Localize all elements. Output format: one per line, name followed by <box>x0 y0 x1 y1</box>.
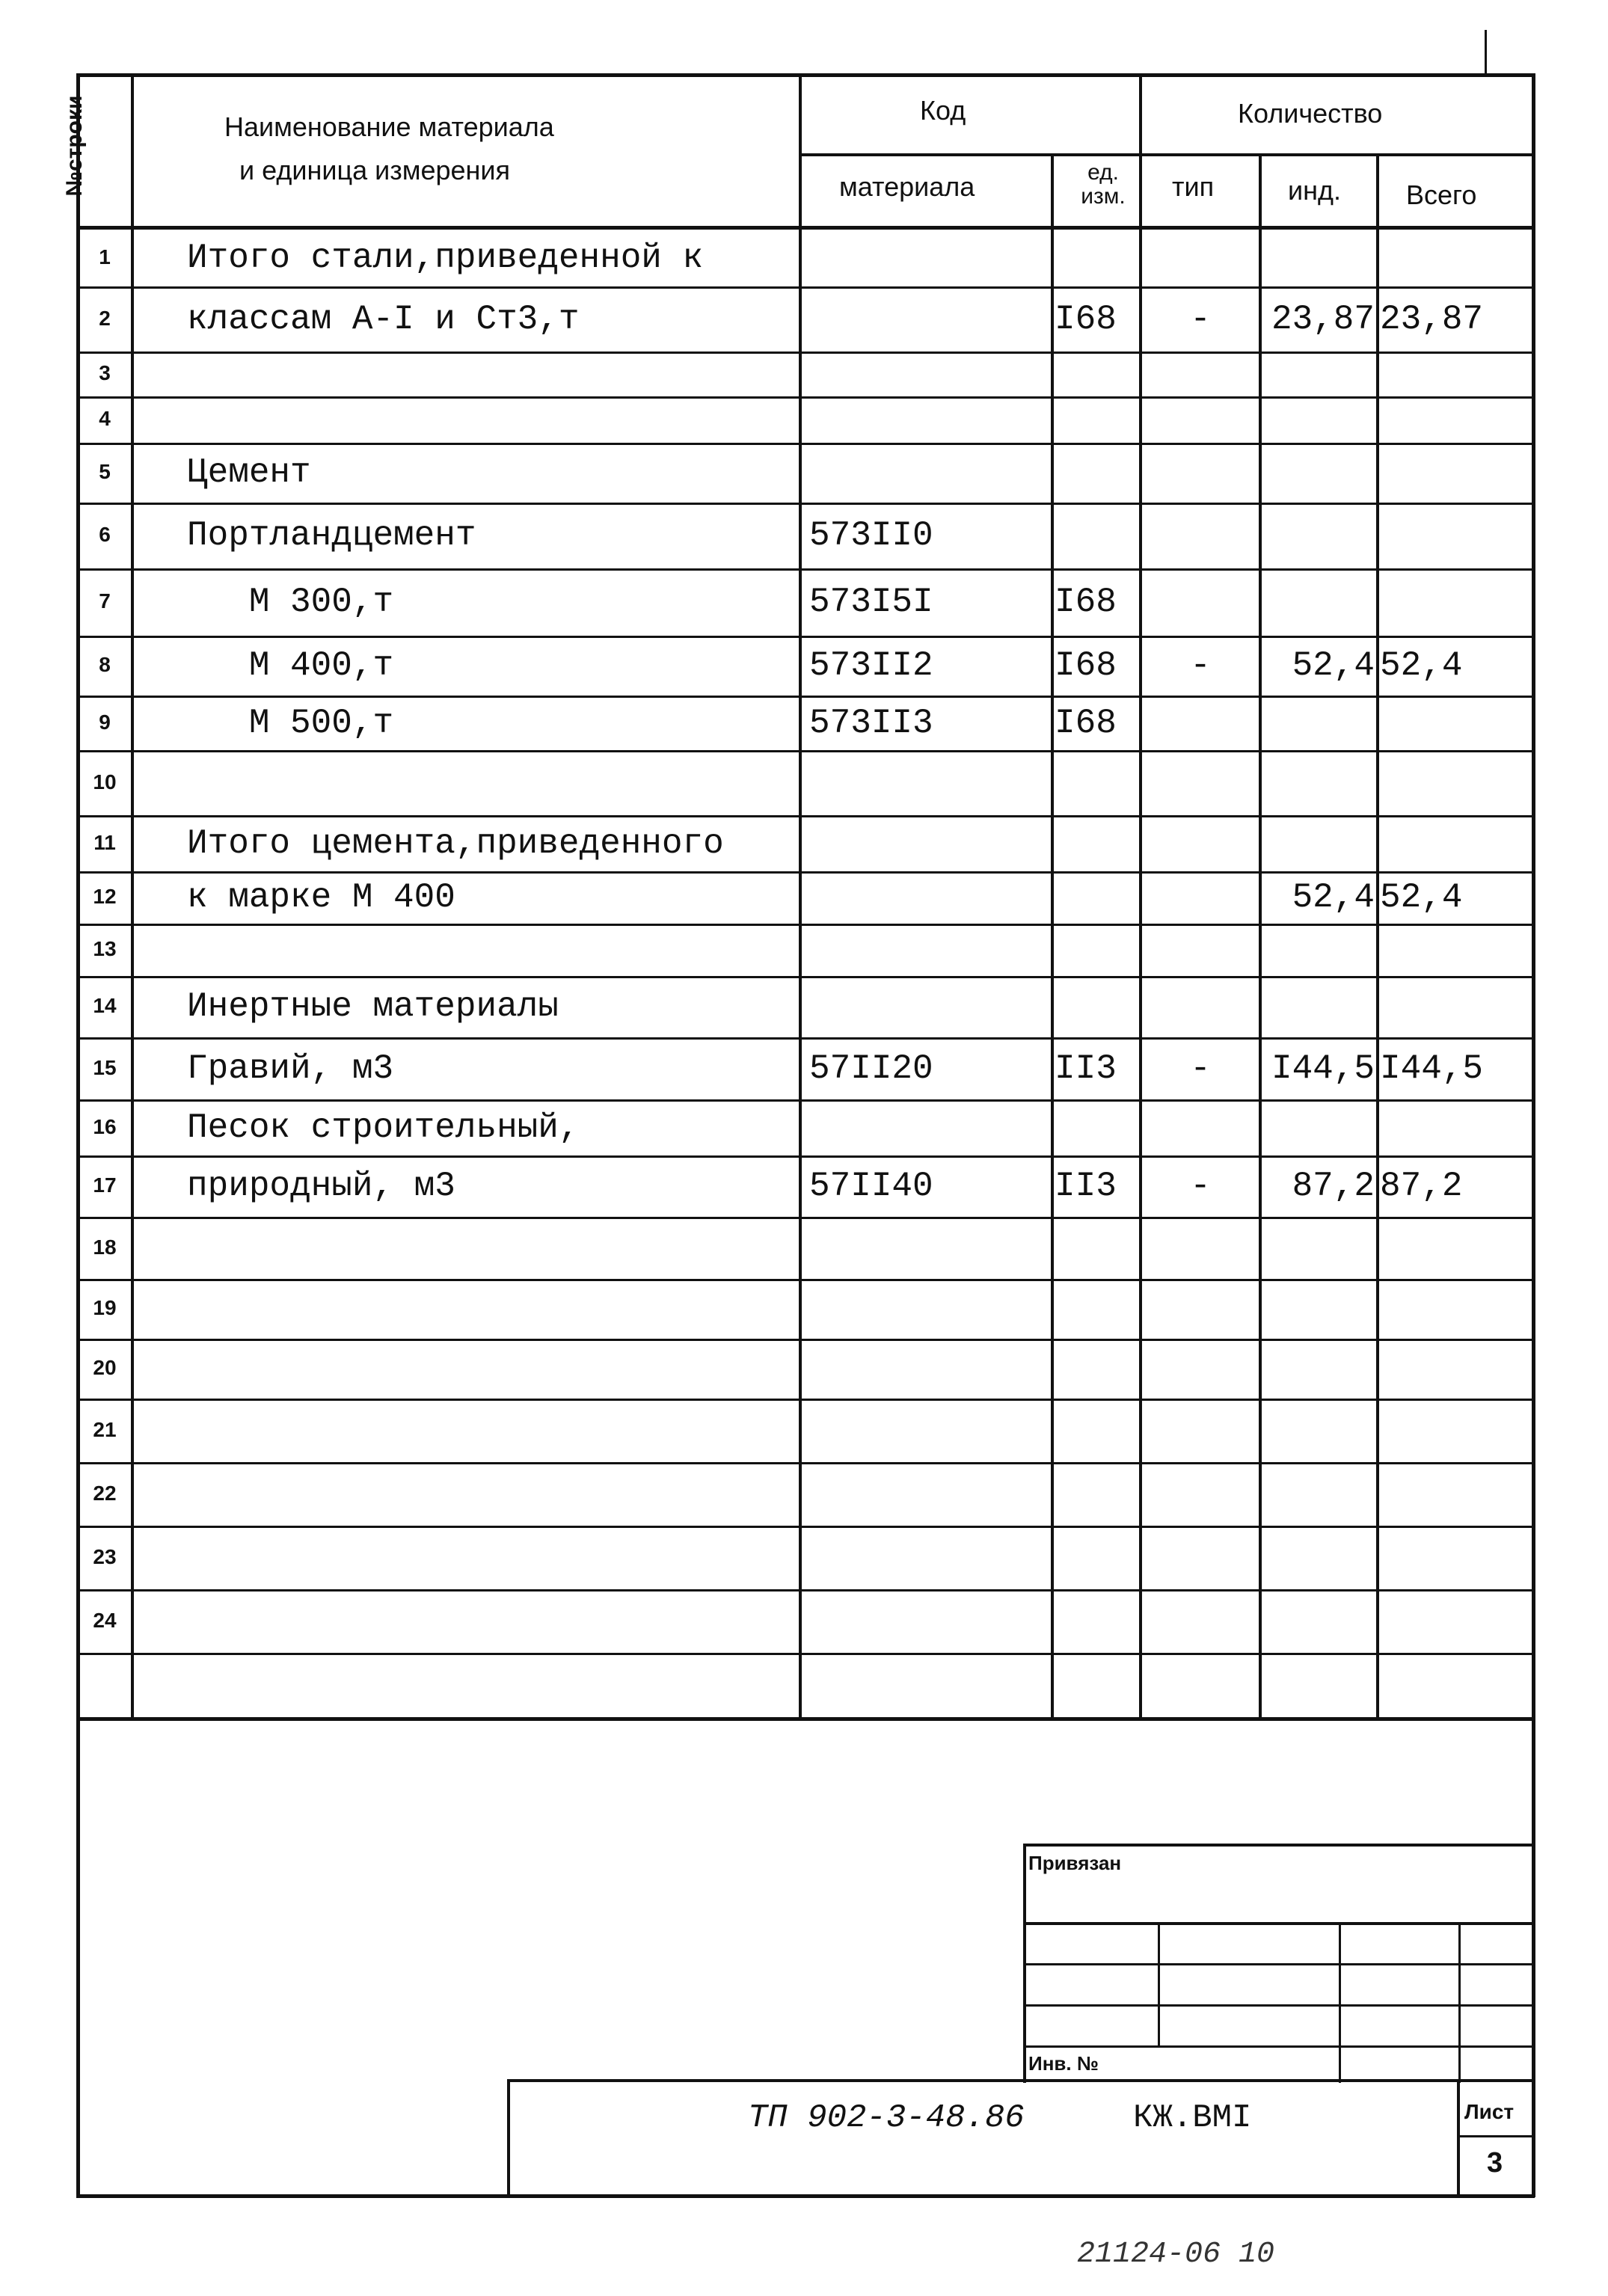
row-line <box>76 1155 1535 1158</box>
cell-code: 57II20 <box>809 1049 933 1088</box>
row-line <box>76 696 1535 698</box>
row-number: 7 <box>99 589 111 613</box>
cell-code: 57II40 <box>809 1167 933 1206</box>
cell-type: - <box>1190 299 1211 339</box>
row-line <box>76 1589 1535 1591</box>
code-header: Код <box>920 95 966 126</box>
frame-top <box>76 73 1535 77</box>
cell-code: 573II2 <box>809 646 933 685</box>
cell-ind: 52,4 <box>1292 878 1375 917</box>
cell-name: Гравий, м3 <box>187 1049 394 1088</box>
cell-unit: II3 <box>1055 1049 1117 1088</box>
col-line-name <box>799 73 802 1719</box>
cell-unit: I68 <box>1055 299 1117 339</box>
cell-ind: I44,5 <box>1271 1049 1375 1088</box>
row-line <box>76 750 1535 752</box>
cell-type: - <box>1190 1167 1211 1206</box>
sheet-box-mid <box>1457 2135 1535 2137</box>
cell-unit: I68 <box>1055 703 1117 743</box>
row-number: 3 <box>99 361 111 384</box>
quantity-header: Количество <box>1238 98 1383 129</box>
cell-name: Цемент <box>187 453 311 492</box>
row-number: 6 <box>99 523 111 546</box>
unit-header: ед. изм. <box>1081 160 1126 209</box>
cell-name: природный, м3 <box>187 1167 455 1206</box>
cell-code: 573II0 <box>809 516 933 555</box>
col-line-ind <box>1376 153 1379 1719</box>
row-number: 23 <box>93 1544 117 1568</box>
cell-type: - <box>1190 646 1211 685</box>
sheet-number: 3 <box>1487 2147 1503 2179</box>
cell-type: - <box>1190 1049 1211 1088</box>
cell-total: 23,87 <box>1380 299 1484 339</box>
row-number: 2 <box>99 306 111 330</box>
row-number: 17 <box>93 1173 117 1197</box>
row-line <box>76 976 1535 978</box>
row-number: 15 <box>93 1055 117 1079</box>
row-number: 22 <box>93 1481 117 1505</box>
row-number: 10 <box>93 770 117 794</box>
col-line-type <box>1259 153 1262 1719</box>
header-subline <box>800 153 1533 156</box>
document-suffix: КЖ.ВМI <box>1133 2099 1252 2137</box>
row-number: 14 <box>93 994 117 1017</box>
row-line <box>76 1279 1535 1281</box>
row-line <box>76 503 1535 505</box>
cell-code: 573II3 <box>809 703 933 743</box>
cell-name: Портландцемент <box>187 516 476 555</box>
material-header: материала <box>839 171 975 202</box>
header-bottom <box>76 226 1535 230</box>
inventory-label: Инв. № <box>1028 2052 1099 2075</box>
row-line <box>76 352 1535 354</box>
row-line <box>76 1462 1535 1464</box>
row-number: 19 <box>93 1296 117 1319</box>
row-line <box>76 1217 1535 1219</box>
col-line-num <box>131 73 134 1719</box>
cell-name: к марке М 400 <box>187 878 455 917</box>
frame-bottom <box>76 2194 1535 2198</box>
row-number: 5 <box>99 460 111 483</box>
cell-total: 52,4 <box>1380 646 1463 685</box>
cell-unit: I68 <box>1055 583 1117 621</box>
cell-unit: I68 <box>1055 646 1117 685</box>
title-block-top <box>507 2079 1535 2082</box>
row-line <box>76 286 1535 289</box>
cell-ind: 87,2 <box>1292 1167 1375 1206</box>
row-line <box>76 396 1535 399</box>
total-header: Всего <box>1406 179 1477 210</box>
row-line <box>76 1037 1535 1040</box>
linked-label: Привязан <box>1028 1852 1122 1874</box>
stamp-top <box>1023 1844 1535 1847</box>
top-tick <box>1485 30 1487 75</box>
cell-name: Инертные материалы <box>187 987 559 1026</box>
row-number: 24 <box>93 1608 117 1632</box>
row-line <box>76 815 1535 817</box>
row-line <box>76 636 1535 638</box>
row-number: 9 <box>99 710 111 734</box>
row-line <box>76 1099 1535 1102</box>
col-line-code <box>1051 153 1054 1719</box>
cell-name: М 400,т <box>187 646 394 685</box>
cell-code: 573I5I <box>809 583 933 621</box>
row-line <box>76 1399 1535 1401</box>
col-line-unit <box>1139 73 1142 1719</box>
row-number: 16 <box>93 1114 117 1138</box>
document-code: ТП 902-3-48.86 <box>748 2099 1025 2137</box>
cell-total: I44,5 <box>1380 1049 1484 1088</box>
row-number-header: №строки <box>62 95 87 197</box>
row-number: 18 <box>93 1235 117 1259</box>
cell-ind: 52,4 <box>1292 646 1375 685</box>
cell-name: Итого цемента,приведенного <box>187 823 724 863</box>
cell-name: М 300,т <box>187 583 394 621</box>
row-number: 4 <box>99 407 111 430</box>
stamp-v3 <box>1458 1922 1461 2083</box>
type-header: тип <box>1172 171 1215 202</box>
row-line <box>76 1339 1535 1341</box>
row-line <box>76 924 1535 926</box>
cell-ind: 23,87 <box>1271 299 1375 339</box>
row-line <box>76 443 1535 445</box>
cell-name: Итого стали,приведенной к <box>187 239 704 277</box>
cell-unit: II3 <box>1055 1167 1117 1206</box>
cell-name: Песок строительный, <box>187 1108 580 1147</box>
sheet-label: Лист <box>1464 2100 1515 2123</box>
cell-name: классам А-I и Ст3,т <box>187 299 580 339</box>
cell-total: 87,2 <box>1380 1167 1463 1206</box>
row-line <box>76 1526 1535 1528</box>
frame-right <box>1532 73 1535 2197</box>
row-line <box>76 871 1535 874</box>
row-number: 8 <box>99 653 111 676</box>
row-number: 21 <box>93 1417 117 1441</box>
cell-total: 52,4 <box>1380 878 1463 917</box>
stamp-v2 <box>1339 1922 1341 2083</box>
row-line <box>76 568 1535 571</box>
row-number: 12 <box>93 885 117 908</box>
cell-name: М 500,т <box>187 703 394 743</box>
row-number: 11 <box>93 830 116 854</box>
ind-header: инд. <box>1288 175 1341 206</box>
sheet-box-left <box>1457 2079 1460 2196</box>
name-header-line2: и единица измерения <box>239 155 511 185</box>
table-bottom <box>76 1717 1535 1721</box>
name-header-line1: Наименование материала <box>224 111 554 142</box>
title-block-left <box>507 2079 510 2196</box>
row-number: 13 <box>93 937 117 960</box>
footer-note: 21124-06 10 <box>1077 2238 1275 2271</box>
row-line <box>76 1653 1535 1655</box>
row-number: 1 <box>99 245 111 268</box>
row-number: 20 <box>93 1356 117 1379</box>
stamp-v1 <box>1158 1922 1160 2045</box>
